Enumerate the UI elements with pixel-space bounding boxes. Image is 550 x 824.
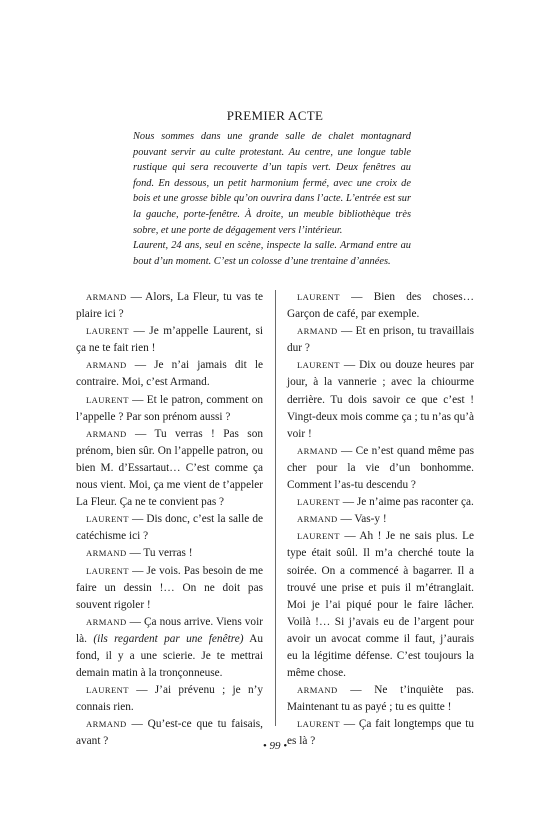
dialogue-line xyxy=(76,511,263,545)
page-number: • 99 • xyxy=(262,740,288,752)
dialogue-line xyxy=(287,357,474,442)
line-text: — Ne t’inquiète pas. Maintenant tu as payé ; tu es quitte ! xyxy=(287,684,474,714)
line-text: — Je m’appelle Laurent, si ça ne te fait rien ! xyxy=(76,325,263,355)
dialogue-line xyxy=(76,563,263,614)
dialogue-line xyxy=(287,323,474,357)
speaker-name: ARMAND xyxy=(297,514,338,525)
speaker-name: LAURENT xyxy=(86,514,129,525)
dialogue-column-left xyxy=(76,289,263,751)
stage-directions xyxy=(133,129,411,269)
line-text: — Tu verras ! xyxy=(129,547,193,560)
speaker-name: ARMAND xyxy=(86,360,127,371)
dialogue-line xyxy=(287,528,474,682)
line-text: — Et le patron, comment on l’appelle ? Par son prénom aussi ? xyxy=(76,393,263,423)
line-text: — Dis donc, c’est la salle de catéchisme ici ? xyxy=(76,513,264,543)
dialogue-line xyxy=(76,682,263,716)
stage-direction-characters: Laurent, 24 ans, seul en scène, inspecte la salle. Armand entre au bout d’un moment. C’est un colosse d’une trentaine d’années. xyxy=(133,240,411,267)
speaker-name: LAURENT xyxy=(297,292,340,302)
line-text: — Dix ou douze heures par jour, à la vannerie ; avec la chiourme derrière. Tu dois savoir ce que c’est ! Vingt-deux mois comme ça ; tu n’as qu’à voir ! xyxy=(287,359,474,440)
dialogue-line xyxy=(287,511,474,528)
line-text: — Je vois. Pas besoin de me faire un dessin !… On ne doit pas souvent rigoler ! xyxy=(76,564,263,611)
speaker-name: LAURENT xyxy=(86,394,129,405)
line-text-continued: Au fond, il y a une scierie. Je te mettrai demain matin à la tronçonneuse. xyxy=(76,632,263,680)
dialogue-line xyxy=(287,682,474,716)
dialogue-line xyxy=(76,545,263,562)
line-text: — Tu verras ! Pas son prénom, bien sûr. On l’appelle patron, ou bien M. d’Essartaut… C’est comme ça nous vient. Moi, ça me vient de t’appeler La Fleur. Ça ne te convient pas ? xyxy=(76,427,263,509)
stage-direction-setting: Nous sommes dans une grande salle de chalet montagnard pouvant servir au culte protestant. Au centre, une longue table rustique qui sera recouverte d’un tapis vert. Deux fenêtres au fond. En dessous, un petit harmonium fermé, avec une croix de bois et une grosse bible qu’on ouvrira dans l’acte. L’entrée est sur la gauche, porte-fenêtre. À droite, un meuble bibliothèque très sobre, et une porte de dégagement vers l’intérieur. xyxy=(133,131,411,236)
line-text: — Ça fait longtemps que tu es là ? xyxy=(287,718,475,748)
speaker-name: LAURENT xyxy=(297,497,340,508)
dialogue-line xyxy=(76,426,263,511)
line-text: — Et en prison, tu travaillais dur ? xyxy=(287,325,475,355)
speaker-name: LAURENT xyxy=(297,360,340,371)
speaker-name: ARMAND xyxy=(297,685,338,696)
speaker-name: ARMAND xyxy=(86,616,127,627)
line-text: — J’ai prévenu ; je n’y connais rien. xyxy=(76,684,263,714)
speaker-name: LAURENT xyxy=(297,531,340,542)
line-text: — Ce n’est quand même pas cher pour la vie d’un bonhomme. Comment l’as-tu descendu ? xyxy=(287,444,474,492)
dialogue-line xyxy=(76,392,263,426)
line-text: — Ça nous arrive. Viens voir là. xyxy=(76,615,263,645)
act-title: PREMIER ACTE xyxy=(226,108,324,123)
dialogue-line xyxy=(76,323,263,357)
speaker-name: ARMAND xyxy=(86,548,127,559)
dialogue-line xyxy=(287,289,474,323)
speaker-name: LAURENT xyxy=(297,719,340,730)
line-text: — Bien des choses… Garçon de café, par exemple. xyxy=(287,291,474,321)
line-text: — Alors, La Fleur, tu vas te plaire ici ? xyxy=(76,291,263,321)
speaker-name: LAURENT xyxy=(86,565,129,576)
speaker-name: LAURENT xyxy=(86,685,129,696)
line-text: — Vas-y ! xyxy=(340,513,387,526)
speaker-name: ARMAND xyxy=(297,326,338,337)
line-text: — Ah ! Je ne sais plus. Le type était soûl. Il m’a cherché toute la soirée. On a commencé à bagarrer. Il a trouvé une prise et puis il m’étranglait. Moi je l’ai piqué pour le faire lâcher. Voilà !… Si j’avais eu de l’argent pour avoir un avocat comme il faut, j’aurais eu la légitime défense. C’est toujours la même chose. xyxy=(287,530,474,680)
column-divider xyxy=(275,290,276,726)
dialogue-column-right xyxy=(287,289,474,751)
dialogue-line xyxy=(76,357,263,391)
dialogue-line xyxy=(76,614,263,682)
dialogue-line xyxy=(287,443,474,494)
speaker-name: LAURENT xyxy=(86,326,129,337)
line-text: — Qu’est-ce que tu faisais, avant ? xyxy=(76,718,263,748)
dialogue-line xyxy=(76,289,263,323)
inline-stage-direction: (ils regardent par une fenêtre) xyxy=(93,632,244,645)
speaker-name: ARMAND xyxy=(86,292,127,302)
speaker-name: ARMAND xyxy=(86,428,127,439)
dialogue-line xyxy=(287,494,474,511)
speaker-name: ARMAND xyxy=(86,719,127,730)
speaker-name: ARMAND xyxy=(297,445,338,456)
line-text: — Je n’aime pas raconter ça. xyxy=(342,496,474,509)
line-text: — Je n’ai jamais dit le contraire. Moi, c’est Armand. xyxy=(76,359,263,389)
